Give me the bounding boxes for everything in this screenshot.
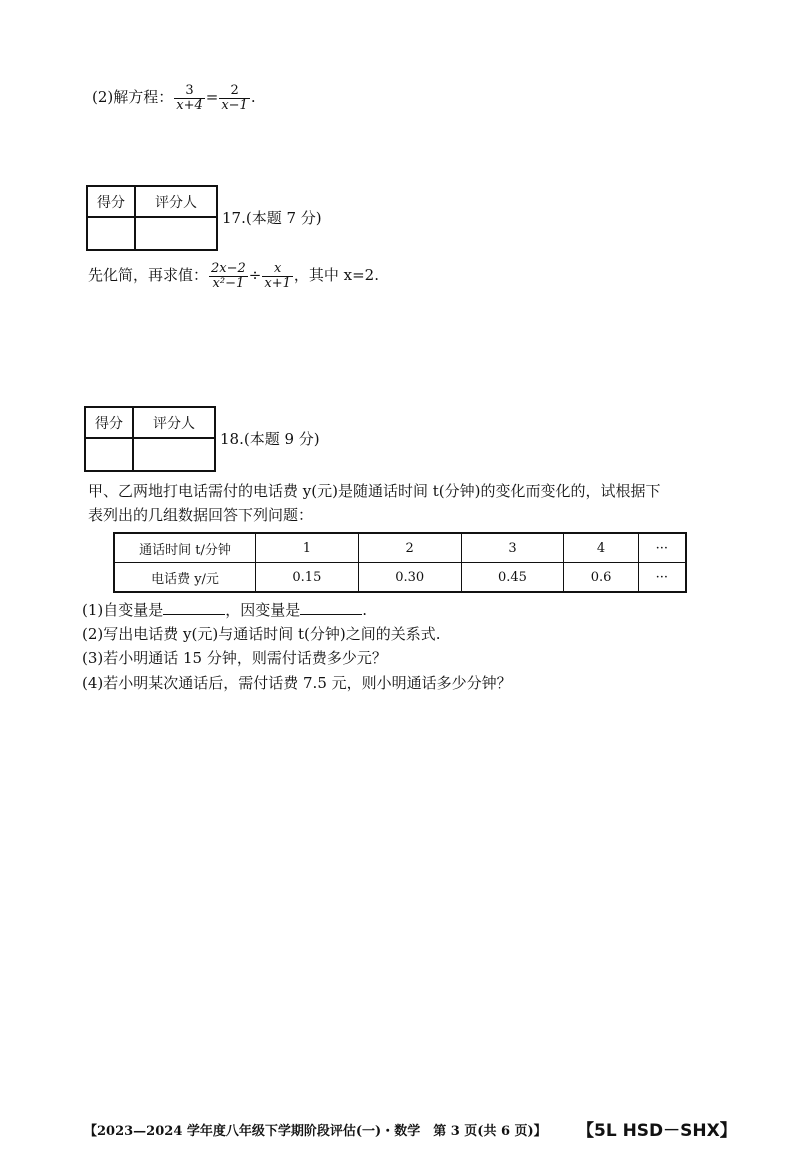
table-cell: ··· [638, 563, 686, 593]
q18-sub-1 [82, 600, 367, 620]
q17-grader-label: 评分人 [135, 186, 217, 217]
q18-sub1-a: (1)自变量是 [82, 601, 164, 619]
q17-fraction-2 [262, 262, 293, 291]
q18-intro-line-2: 表列出的几组数据回答下列问题： [88, 506, 314, 524]
q17-frac1-den: x²−1 [209, 276, 248, 291]
q16-2-frac2-den: x−1 [221, 97, 248, 113]
q18-sub-2: (2)写出电话费 y(元)与通话时间 t(分钟)之间的关系式. [82, 625, 441, 643]
answer-blank-dependent[interactable] [300, 600, 362, 615]
table-row [114, 563, 686, 593]
q18-score-label: 得分 [85, 407, 133, 438]
q16-2-end: . [250, 88, 256, 106]
q17-score-label: 得分 [87, 186, 135, 217]
q16-2-fraction-2 [219, 84, 250, 113]
table-cell: 0.6 [564, 563, 638, 593]
q17-frac1-num: 2x−2 [211, 260, 246, 276]
q16-2-frac1-num: 3 [185, 82, 194, 98]
page-footer: 【2023—2024 学年度八年级下学期阶段评估(一)・数学 第 3 页(共 6 页)】 [84, 1124, 547, 1139]
q17-divide: ÷ [248, 266, 262, 284]
q18-sub1-b: ，因变量是 [225, 601, 301, 619]
q18-title: 18.(本题 9 分) [220, 430, 320, 448]
q17-frac2-den: x+1 [264, 275, 291, 291]
q18-score-cell[interactable] [85, 438, 133, 471]
q18-grader-cell[interactable] [133, 438, 215, 471]
q17-fraction-1 [209, 262, 248, 291]
q17-frac2-num: x [273, 260, 282, 276]
q17-title: 17.(本题 7 分) [222, 209, 322, 227]
table-cell: 0.30 [358, 563, 461, 593]
q16-2-equals: = [205, 88, 219, 106]
q17-expression [88, 258, 379, 292]
q18-score-box [84, 406, 216, 472]
q16-2-prefix: (2)解方程： [92, 88, 174, 106]
q18-sub-3: (3)若小明通话 15 分钟，则需付话费多少元？ [82, 649, 387, 667]
q17-prefix: 先化简，再求值： [88, 266, 209, 284]
q17-score-box [86, 185, 218, 251]
table-row-header-time: 通话时间 t/分钟 [114, 533, 256, 563]
table-cell: 0.15 [256, 563, 359, 593]
answer-blank-independent[interactable] [163, 600, 225, 615]
q16-2-equation [92, 80, 256, 114]
table-cell: ··· [638, 533, 686, 563]
q17-score-cell[interactable] [87, 217, 135, 250]
table-cell: 3 [461, 533, 564, 563]
table-cell: 0.45 [461, 563, 564, 593]
q18-intro-line-1: 甲、乙两地打电话需付的电话费 y(元)是随通话时间 t(分钟)的变化而变化的，试根据下 [88, 482, 661, 500]
q18-grader-label: 评分人 [133, 407, 215, 438]
table-cell: 1 [256, 533, 359, 563]
q16-2-frac1-den: x+4 [176, 97, 203, 113]
table-row-header-fee: 电话费 y/元 [114, 563, 256, 593]
q18-data-table [113, 532, 687, 593]
q18-sub-4: (4)若小明某次通话后，需付话费 7.5 元，则小明通话多少分钟？ [82, 674, 512, 692]
q16-2-frac2-num: 2 [230, 82, 239, 98]
table-cell: 2 [358, 533, 461, 563]
q16-2-fraction-1 [174, 84, 205, 113]
q18-sub1-c: . [362, 601, 368, 619]
q17-grader-cell[interactable] [135, 217, 217, 250]
exam-code: 【5L HSD－SHX】 [577, 1121, 737, 1141]
table-row [114, 533, 686, 563]
q17-suffix: ，其中 x=2. [293, 266, 379, 284]
table-cell: 4 [564, 533, 638, 563]
